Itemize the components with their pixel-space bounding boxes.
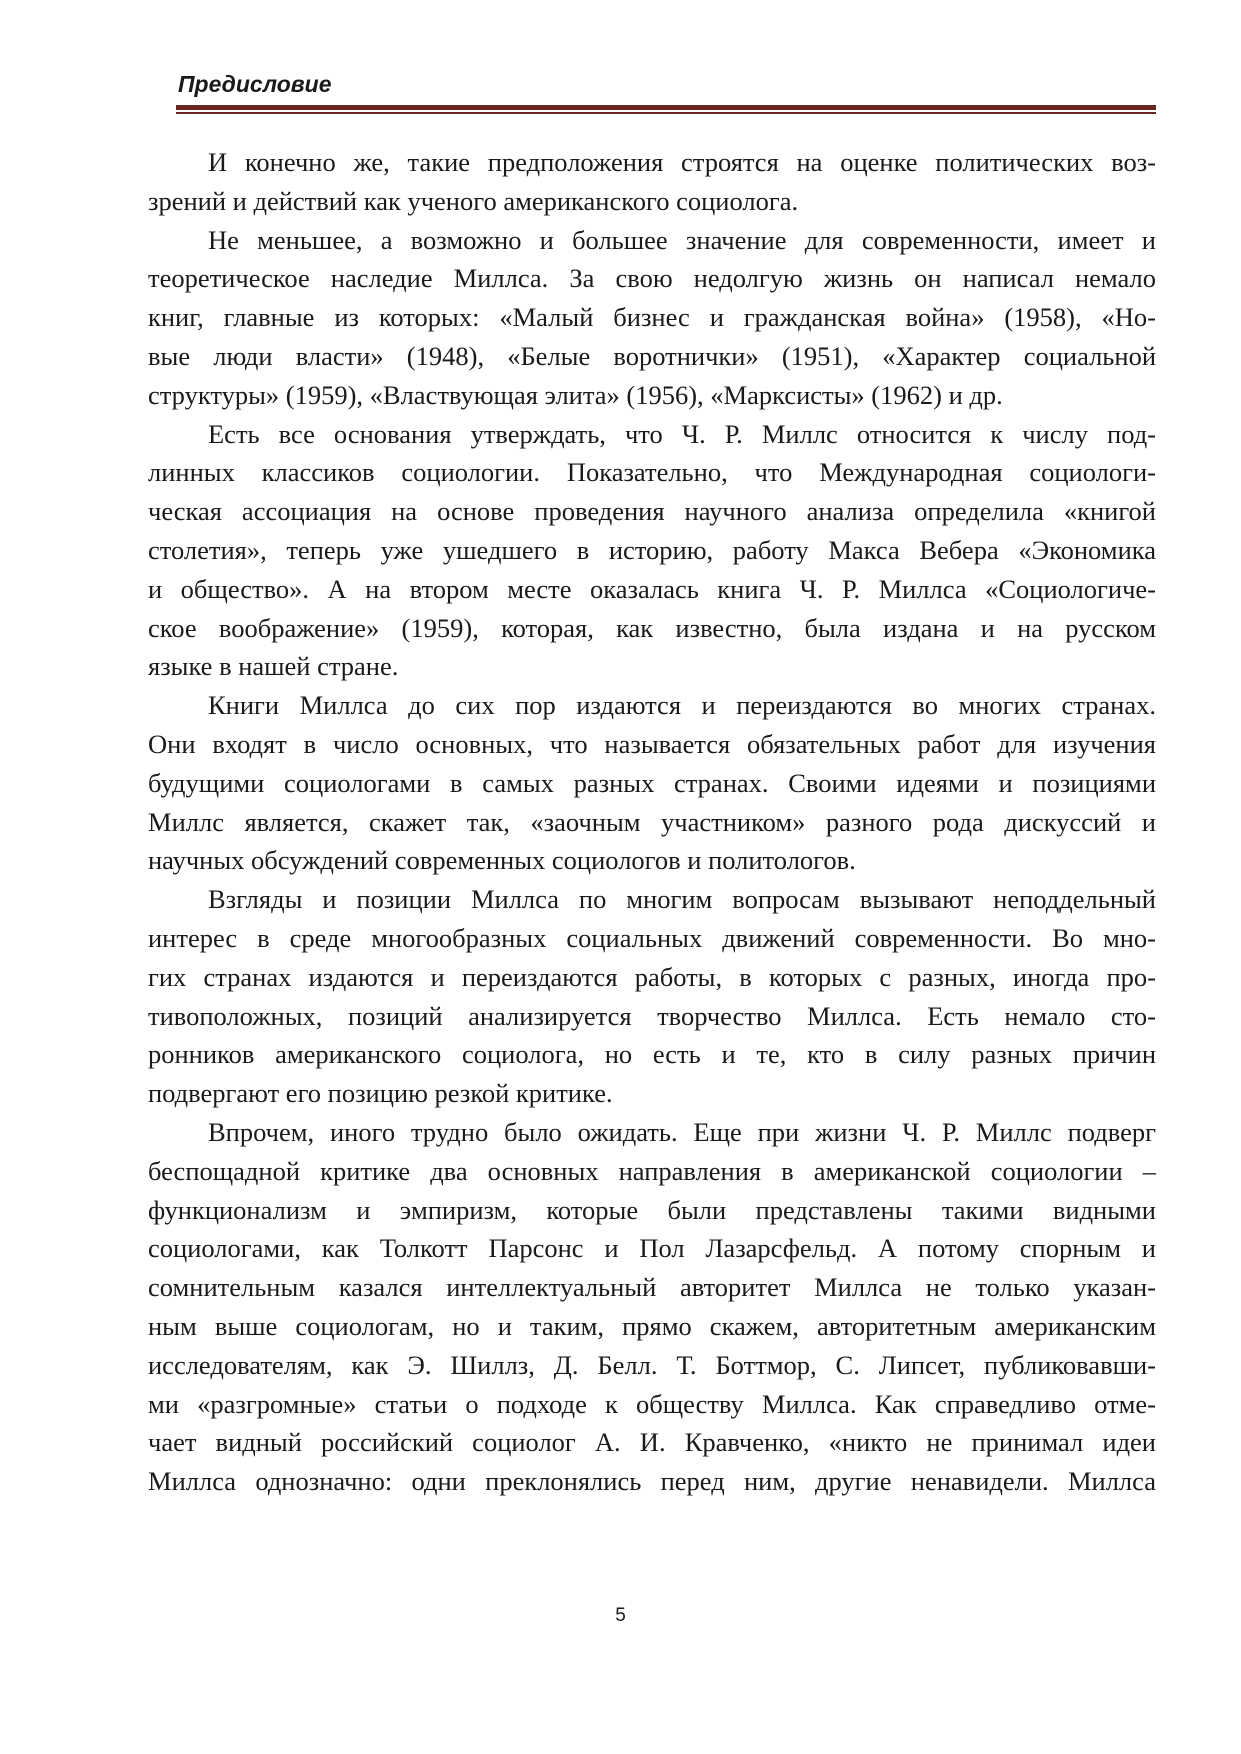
text-line: Миллс является, скажет так, «заочным участником» разного рода дискуссий и <box>148 806 1156 837</box>
paragraph <box>148 1113 1156 1501</box>
text-line: Книги Миллса до сих пор издаются и переиздаются во многих странах. <box>208 690 1156 721</box>
text-line: Взгляды и позиции Миллса по многим вопросам вызывают неподдельный <box>208 884 1156 915</box>
body-text <box>148 143 1156 1501</box>
text-line: тивоположных, позиций анализируется творчество Миллса. Есть немало сто- <box>148 1000 1156 1031</box>
text-line: будущими социологами в самых разных странах. Своими идеями и позициями <box>148 767 1156 798</box>
text-line: Есть все основания утверждать, что Ч. Р. Миллс относится к числу под- <box>208 418 1156 449</box>
text-line: ское воображение» (1959), которая, как известно, была издана и на русском <box>148 612 1156 643</box>
paragraph <box>148 880 1156 1113</box>
paragraph <box>148 221 1156 415</box>
text-line: структуры» (1959), «Властвующая элита» (1956), «Марксисты» (1962) и др. <box>148 379 1003 410</box>
text-line: ми «разгромные» статьи о подходе к обществу Миллса. Как справедливо отме- <box>148 1388 1156 1419</box>
text-line: теоретическое наследие Миллса. За свою недолгую жизнь он написал немало <box>148 263 1156 294</box>
paragraph <box>148 143 1156 221</box>
text-line: вые люди власти» (1948), «Белые воротнички» (1951), «Характер социальной <box>148 340 1156 371</box>
text-line: функционализм и эмпиризм, которые были представлены такими видными <box>148 1194 1156 1225</box>
text-line: ронников американского социолога, но есть и те, кто в силу разных причин <box>148 1039 1156 1070</box>
text-line: столетия», теперь уже ушедшего в историю, работу Макса Вебера «Экономика <box>148 534 1156 565</box>
text-line: Миллса однозначно: одни преклонялись перед ним, другие ненавидели. Миллса <box>148 1466 1156 1497</box>
text-line: Впрочем, иного трудно было ожидать. Еще при жизни Ч. Р. Миллс подверг <box>208 1116 1156 1147</box>
page-number: 5 <box>615 1605 626 1626</box>
text-line: беспощадной критике два основных направления в американской социологии – <box>148 1155 1156 1186</box>
text-line: сомнительным казался интеллектуальный авторитет Миллса не только указан- <box>148 1272 1156 1303</box>
text-line: и общество». А на втором месте оказалась книга Ч. Р. Миллса «Социологиче- <box>148 573 1156 604</box>
text-line: подвергают его позицию резкой критике. <box>148 1078 613 1109</box>
text-line: зрений и действий как ученого американского социолога. <box>148 185 799 216</box>
text-line: Не меньшее, а возможно и большее значение для современности, имеет и <box>208 224 1156 255</box>
page-header <box>176 70 1156 114</box>
text-line: И конечно же, такие предположения строятся на оценке политических воз- <box>208 147 1156 177</box>
text-line: ным выше социологам, но и таким, прямо скажем, авторитетным американским <box>148 1310 1156 1341</box>
text-line: ческая ассоциация на основе проведения научного анализа определила «книгой <box>148 496 1156 527</box>
text-line: языке в нашей стране. <box>148 651 399 682</box>
text-line: линных классиков социологии. Показательно, что Международная социологи- <box>148 457 1156 488</box>
text-line: научных обсуждений современных социологов и политологов. <box>148 845 856 876</box>
text-line: книг, главные из которых: «Малый бизнес и гражданская война» (1958), «Но- <box>148 302 1156 333</box>
text-line: социологами, как Толкотт Парсонс и Пол Лазарсфельд. А потому спорным и <box>148 1233 1156 1264</box>
header-rule-thick <box>176 105 1156 110</box>
text-line: исследователям, как Э. Шиллз, Д. Белл. Т. Боттмор, С. Липсет, публиковавши- <box>148 1349 1156 1380</box>
paragraph <box>148 686 1156 880</box>
text-line: гих странах издаются и переиздаются работы, в которых с разных, иногда про- <box>148 961 1156 992</box>
text-line: чает видный российский социолог А. И. Кравченко, «никто не принимал идеи <box>148 1427 1156 1458</box>
paragraph <box>148 415 1156 687</box>
header-rule-thin <box>176 112 1156 114</box>
text-line: интерес в среде многообразных социальных движений современности. Во мно- <box>148 922 1156 953</box>
running-header-title: Предисловие <box>178 71 332 97</box>
header-rule <box>176 105 1156 114</box>
text-line: Они входят в число основных, что называется обязательных работ для изучения <box>148 728 1156 759</box>
